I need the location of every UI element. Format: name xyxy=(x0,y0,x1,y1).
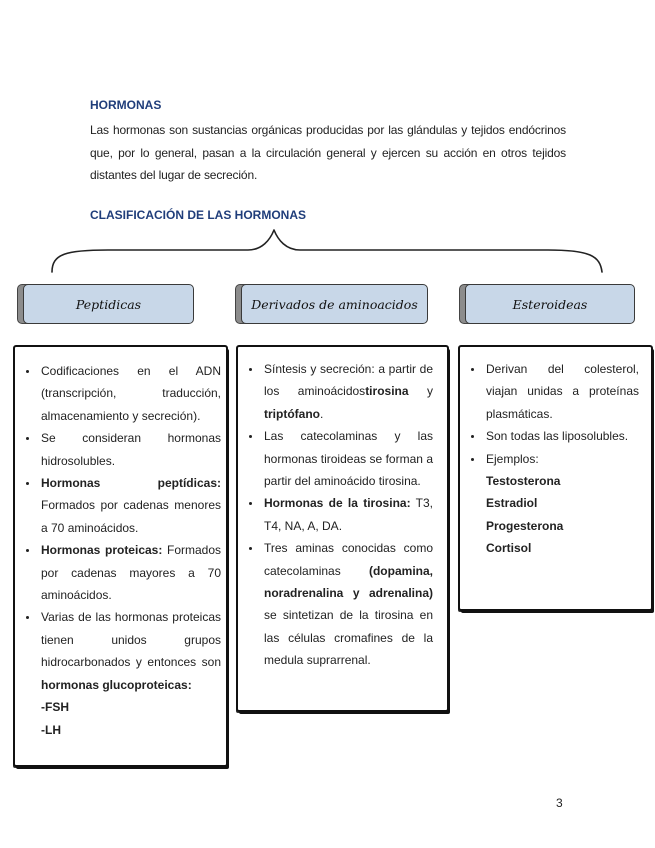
example-item: Cortisol xyxy=(486,541,532,556)
list-text: Síntesis y secreción: a partir de los aminoácidos xyxy=(264,362,433,399)
tab-peptidicas xyxy=(17,284,194,324)
list-bold: (dopamina, noradrenalina y adrenalina) xyxy=(264,563,433,601)
peptidicas-list xyxy=(15,347,226,741)
peptidicas-box xyxy=(13,345,228,767)
list-text: Codificaciones en el ADN (transcripción, traducción, almacenamiento y secreción). xyxy=(41,364,221,423)
example-item: -FSH xyxy=(41,700,69,715)
list-bold: triptófano xyxy=(264,406,320,421)
example-item: Progesterona xyxy=(486,518,564,533)
list-item xyxy=(262,358,433,425)
tab-esteroideas xyxy=(459,284,635,324)
list-text: Derivan del colesterol, viajan unidas a proteínas plasmáticas. xyxy=(486,362,639,421)
list-item xyxy=(39,427,221,472)
list-item xyxy=(262,537,433,671)
tab-label: Peptidicas xyxy=(23,284,194,324)
tab-label: Esteroideas xyxy=(465,284,635,324)
section-heading: HORMONAS xyxy=(90,98,162,112)
curly-brace xyxy=(48,228,608,276)
list-text: Formados por cadenas mayores a 70 aminoácidos. xyxy=(41,543,221,603)
list-item xyxy=(484,448,639,470)
example-item: Testosterona xyxy=(486,474,561,489)
list-item xyxy=(262,492,433,537)
list-bold: hormonas glucoproteicas: xyxy=(41,677,192,692)
list-text: T3, T4, NA, A, DA. xyxy=(264,496,433,533)
list-text: Tres aminas conocidas como catecolaminas xyxy=(264,541,433,578)
example-item: -LH xyxy=(41,722,61,737)
list-bold: tirosina xyxy=(365,384,409,399)
list-item xyxy=(39,360,221,427)
tab-label: Derivados de aminoacidos xyxy=(241,284,428,324)
list-item xyxy=(262,425,433,492)
intro-paragraph: Las hormonas son sustancias orgánicas producidas por las glándulas y tejidos endócrinos que, por lo general, pasan a la circulación general y ejercen su acción en otros tejidos distantes del lugar de secreción. xyxy=(90,123,566,182)
list-text: Las catecolaminas y las hormonas tiroideas se forman a partir del aminoácido tirosina. xyxy=(264,429,433,489)
list-text: Son todas las liposolubles. xyxy=(486,429,629,444)
page-number: 3 xyxy=(556,796,563,810)
list-item xyxy=(484,425,639,447)
example-item: Estradiol xyxy=(486,496,538,511)
list-text: Ejemplos: xyxy=(486,451,539,466)
list-bold: Hormonas peptídicas: xyxy=(41,476,221,491)
list-text: Varias de las hormonas proteicas tienen unidos grupos hidrocarbonados y entonces son xyxy=(41,610,221,670)
list-bold: Hormonas de la tirosina: xyxy=(264,496,411,511)
classification-heading: CLASIFICACIÓN DE LAS HORMONAS xyxy=(90,208,306,222)
list-item xyxy=(484,358,639,425)
list-text: Se consideran hormonas hidrosolubles. xyxy=(41,431,221,468)
list-text: Formados por cadenas menores a 70 aminoácidos. xyxy=(41,498,221,535)
derivados-box xyxy=(236,345,449,712)
derivados-list xyxy=(238,347,447,672)
list-text: y xyxy=(408,384,433,399)
list-text: se sintetizan de la tirosina en las células cromafines de la medula suprarrenal. xyxy=(264,608,433,668)
esteroideas-box xyxy=(458,345,653,611)
list-bold: Hormonas proteicas: xyxy=(41,543,163,558)
esteroideas-list xyxy=(460,347,651,560)
list-item xyxy=(39,539,221,606)
list-item xyxy=(39,472,221,539)
list-item xyxy=(39,606,221,696)
list-text: . xyxy=(320,406,324,421)
tab-derivados xyxy=(235,284,428,324)
